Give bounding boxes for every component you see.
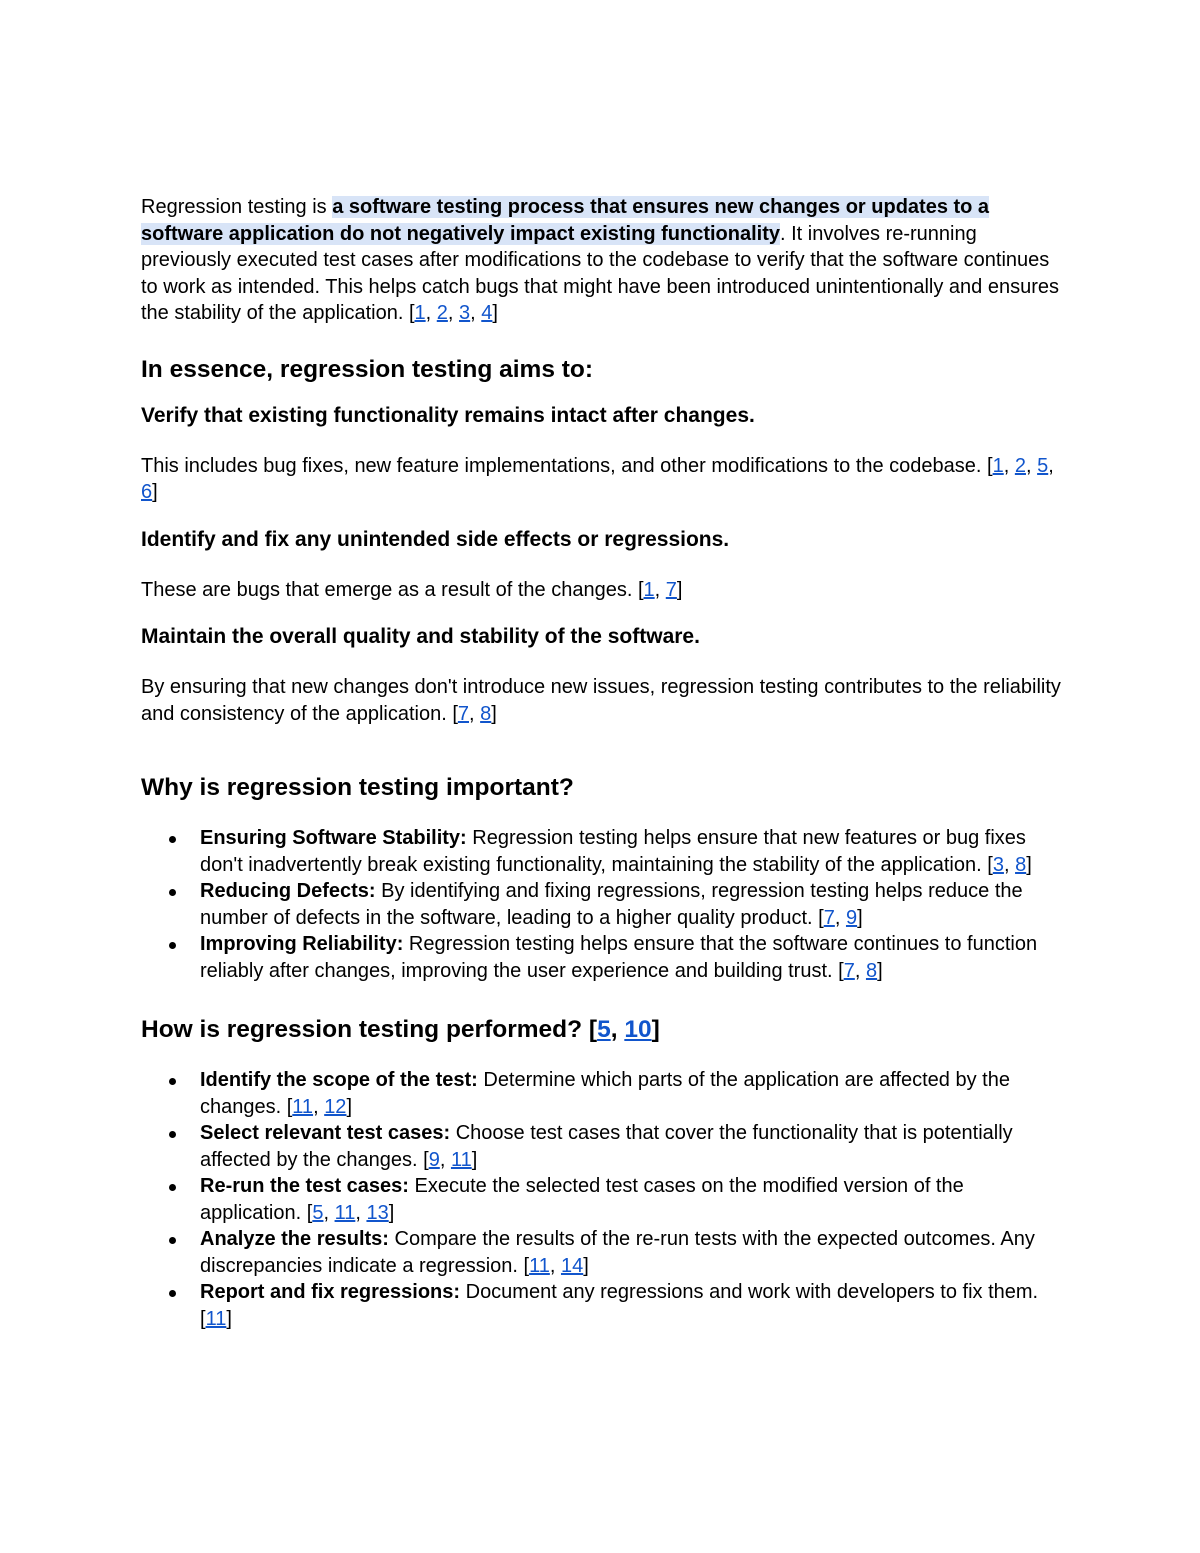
list-item-text: Choose test cases that cover the functionality that is potentially affected by the changes. [200, 1122, 1013, 1171]
citation-link[interactable]: 7 [457, 702, 469, 725]
list-item-text: Compare the results of the re-run tests with the expected outcomes. Any discrepancies indicate a regression. [200, 1228, 1035, 1277]
bullet-icon [169, 1131, 176, 1138]
list-item-text: Regression testing helps ensure that the software continues to function reliably after changes, improving the user experience and building trust. [200, 933, 1038, 982]
essence-item-title: Maintain the overall quality and stability of the software. [141, 625, 700, 648]
list-item [141, 1067, 1066, 1120]
citation-link[interactable]: 11 [529, 1254, 550, 1277]
citation-group: [1, 2, 3, 4] [408, 302, 498, 324]
list-item [141, 931, 1066, 984]
list-item [141, 1173, 1066, 1226]
bullet-icon [169, 889, 176, 896]
bullet-icon [169, 1078, 176, 1085]
citation-link[interactable]: 2 [1014, 454, 1026, 477]
citation-group: [11, 12] [286, 1095, 352, 1118]
bullet-icon [169, 1184, 176, 1191]
citation-link[interactable]: 13 [366, 1201, 389, 1224]
essence-item-text-content: This includes bug fixes, new feature implementations, and other modifications to the codebase. [141, 454, 988, 477]
bullet-icon [169, 836, 176, 843]
why-heading: Why is regression testing important? [141, 774, 574, 801]
citation-group: [9, 11] [423, 1148, 478, 1171]
citation-link[interactable]: 10 [624, 1016, 652, 1043]
list-item [141, 1226, 1066, 1279]
citation-link[interactable]: 8 [1015, 853, 1027, 876]
essence-item-title: Verify that existing functionality remains intact after changes. [141, 403, 755, 427]
list-item [141, 1279, 1066, 1332]
citation-link[interactable]: 11 [205, 1307, 227, 1330]
how-heading-text: How is regression testing performed? [141, 1016, 589, 1043]
citation-link[interactable]: 1 [643, 578, 655, 601]
essence-item-text [141, 577, 1066, 604]
citation-link[interactable]: 12 [324, 1095, 347, 1118]
intro-paragraph [141, 194, 1066, 327]
list-item-label: Ensuring Software Stability: [200, 827, 467, 849]
bullet-icon [169, 1290, 176, 1297]
list-item-label: Improving Reliability: [200, 933, 404, 955]
citation-link[interactable]: 11 [334, 1201, 356, 1224]
citation-group: [5, 10] [588, 1016, 660, 1043]
citation-link[interactable]: 8 [480, 702, 492, 725]
document-page [141, 194, 1066, 1332]
list-item-text: Regression testing helps ensure that new features or bug fixes don't inadvertently break existing functionality, maintaining the stability of the application. [200, 827, 1026, 876]
list-item [141, 825, 1066, 878]
citation-link[interactable]: 8 [865, 959, 878, 982]
intro-highlight: a software testing process that ensures new changes or updates to a software application do not negatively impact existing functionality [141, 196, 990, 245]
bullet-icon [169, 1237, 176, 1244]
citation-link[interactable]: 1 [992, 454, 1004, 477]
citation-link[interactable]: 11 [450, 1148, 472, 1171]
list-item-text: Document any regressions and work with developers to fix them. [460, 1281, 1039, 1303]
citation-link[interactable]: 9 [428, 1148, 440, 1171]
citation-link[interactable]: 4 [481, 302, 493, 324]
citation-group: [11] [200, 1307, 232, 1330]
list-item-label: Identify the scope of the test: [200, 1069, 478, 1091]
citation-link[interactable]: 5 [597, 1016, 611, 1043]
essence-item-text [141, 453, 1066, 506]
why-list [141, 825, 1066, 984]
list-item [141, 878, 1066, 931]
list-item-label: Select relevant test cases: [200, 1122, 451, 1144]
list-item-label: Re-run the test cases: [200, 1175, 409, 1197]
citation-link[interactable]: 1 [414, 302, 426, 324]
citation-link[interactable]: 7 [665, 578, 677, 601]
list-item-label: Analyze the results: [200, 1228, 389, 1250]
citation-link[interactable]: 9 [845, 906, 858, 929]
how-heading [141, 1015, 1066, 1045]
citation-group: [1, 7] [637, 578, 683, 601]
citation-link[interactable]: 14 [560, 1254, 584, 1277]
citation-link[interactable]: 2 [436, 302, 448, 324]
citation-group: [7, 9] [818, 906, 863, 929]
citation-group: [7, 8] [838, 959, 883, 982]
citation-group: [7, 8] [452, 702, 497, 725]
citation-group: [3, 8] [987, 853, 1032, 876]
essence-item-text-content: These are bugs that emerge as a result of the changes. [141, 578, 638, 601]
list-item-label: Report and fix regressions: [200, 1281, 461, 1303]
essence-item-title: Identify and fix any unintended side effects or regressions. [141, 527, 730, 551]
list-item-text: Determine which parts of the application are affected by the changes. [200, 1069, 1010, 1118]
citation-link[interactable]: 5 [312, 1201, 324, 1224]
list-item-label: Reducing Defects: [200, 880, 376, 902]
citation-link[interactable]: 3 [459, 302, 471, 324]
how-list [141, 1067, 1066, 1332]
essence-heading: In essence, regression testing aims to: [141, 355, 594, 383]
intro-lead: Regression testing is [141, 196, 333, 218]
list-item [141, 1120, 1066, 1173]
list-item-text: Execute the selected test cases on the modified version of the application. [200, 1175, 964, 1224]
intro-rest: . It involves re-running previously executed test cases after modifications to the codebase to verify that the software continues to work as intended. This helps catch bugs that might have been introduced unintentionally and ensures the stability of the application. [141, 222, 1059, 324]
citation-link[interactable]: 11 [292, 1095, 314, 1118]
list-item-text: By identifying and fixing regressions, regression testing helps reduce the number of defects in the software, leading to a higher quality product. [200, 880, 1023, 929]
citation-link[interactable]: 7 [823, 906, 835, 929]
essence-item-text [141, 674, 1066, 727]
essence-item-text-content: By ensuring that new changes don't introduce new issues, regression testing contributes to the reliability and consistency of the application. [141, 676, 1061, 725]
citation-group: [5, 11, 13] [306, 1201, 395, 1224]
bullet-icon [169, 942, 176, 949]
citation-link[interactable]: 5 [1037, 454, 1049, 477]
citation-link[interactable]: 6 [141, 481, 153, 503]
citation-group: [1, 2, 5, 6] [141, 454, 1054, 503]
citation-link[interactable]: 3 [992, 853, 1004, 876]
citation-link[interactable]: 7 [843, 959, 855, 982]
citation-group: [11, 14] [523, 1254, 589, 1277]
